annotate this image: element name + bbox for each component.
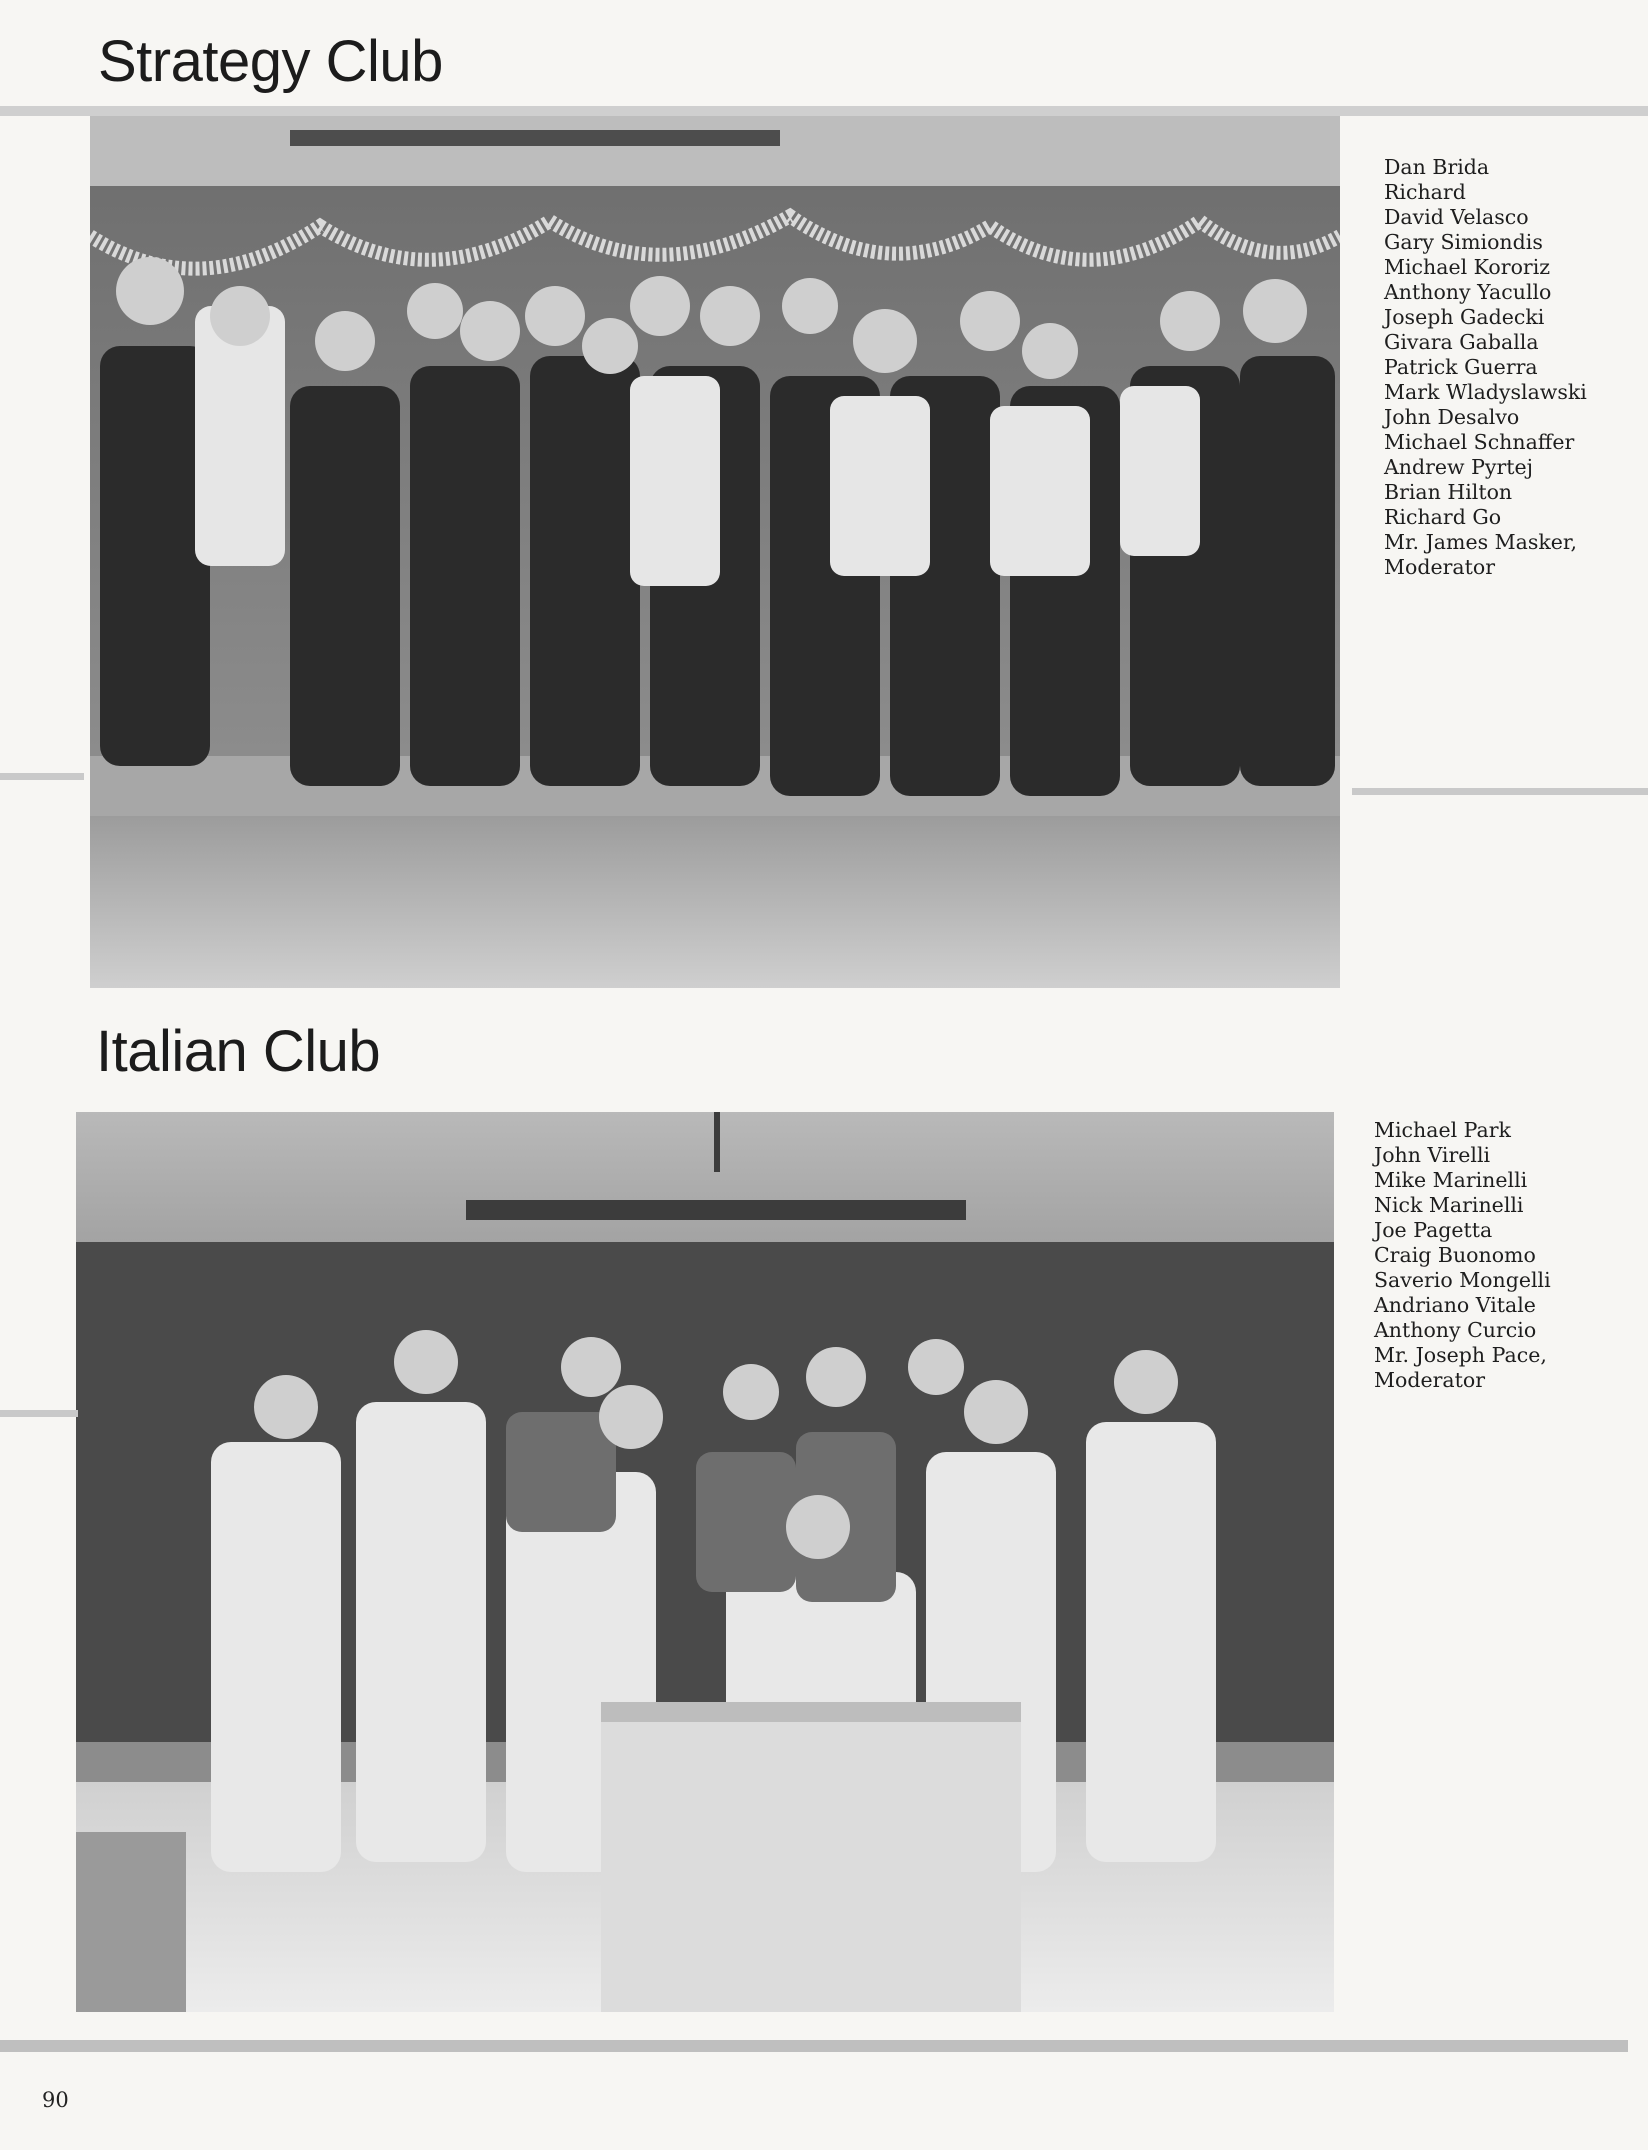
list-item: John Virelli (1374, 1143, 1491, 1167)
list-item: Dan Brida (1384, 155, 1490, 179)
italian-photo-art (76, 1112, 1334, 2012)
list-item: Mr. James Masker, (1384, 530, 1577, 554)
list-item: Anthony Curcio (1374, 1318, 1537, 1342)
list-item: Brian Hilton (1384, 480, 1513, 504)
list-item: Michael Kororiz (1384, 255, 1551, 279)
strategy-photo-art (90, 116, 1340, 988)
italian-club-member-list (1374, 1118, 1551, 1393)
list-item: Mike Marinelli (1374, 1168, 1528, 1192)
list-item: Moderator (1384, 555, 1495, 579)
italian-club-title: Italian Club (96, 1019, 381, 1084)
header-rule (0, 106, 1648, 116)
list-item: David Velasco (1384, 205, 1529, 229)
list-item: Andriano Vitale (1374, 1293, 1536, 1317)
strategy-club-group-photo (90, 116, 1340, 988)
list-item: Joseph Gadecki (1384, 305, 1545, 329)
italian-club-group-photo (76, 1112, 1334, 2012)
list-item: Michael Park (1374, 1118, 1511, 1142)
list-item: Saverio Mongelli (1374, 1268, 1551, 1292)
strategy-club-title: Strategy Club (98, 29, 443, 94)
footer-rule (0, 2040, 1628, 2052)
list-item: Patrick Guerra (1384, 355, 1538, 379)
list-item: John Desalvo (1384, 405, 1520, 429)
list-item: Mr. Joseph Pace, (1374, 1343, 1547, 1367)
list-item: Joe Pagetta (1374, 1218, 1493, 1242)
list-item: Nick Marinelli (1374, 1193, 1524, 1217)
strategy-right-rule (1352, 788, 1648, 795)
list-item: Richard (1384, 180, 1466, 204)
page-number: 90 (42, 2088, 69, 2112)
list-item: Craig Buonomo (1374, 1243, 1536, 1267)
strategy-left-rule (0, 773, 84, 780)
list-item: Gary Simiondis (1384, 230, 1543, 254)
list-item: Richard Go (1384, 505, 1502, 529)
list-item: Moderator (1374, 1368, 1485, 1392)
list-item: Anthony Yacullo (1384, 280, 1552, 304)
list-item: Andrew Pyrtej (1384, 455, 1534, 479)
list-item: Mark Wladyslawski (1384, 380, 1587, 404)
list-item: Givara Gaballa (1384, 330, 1539, 354)
strategy-club-member-list (1384, 155, 1587, 580)
list-item: Michael Schnaffer (1384, 430, 1575, 454)
italian-left-rule (0, 1410, 78, 1417)
